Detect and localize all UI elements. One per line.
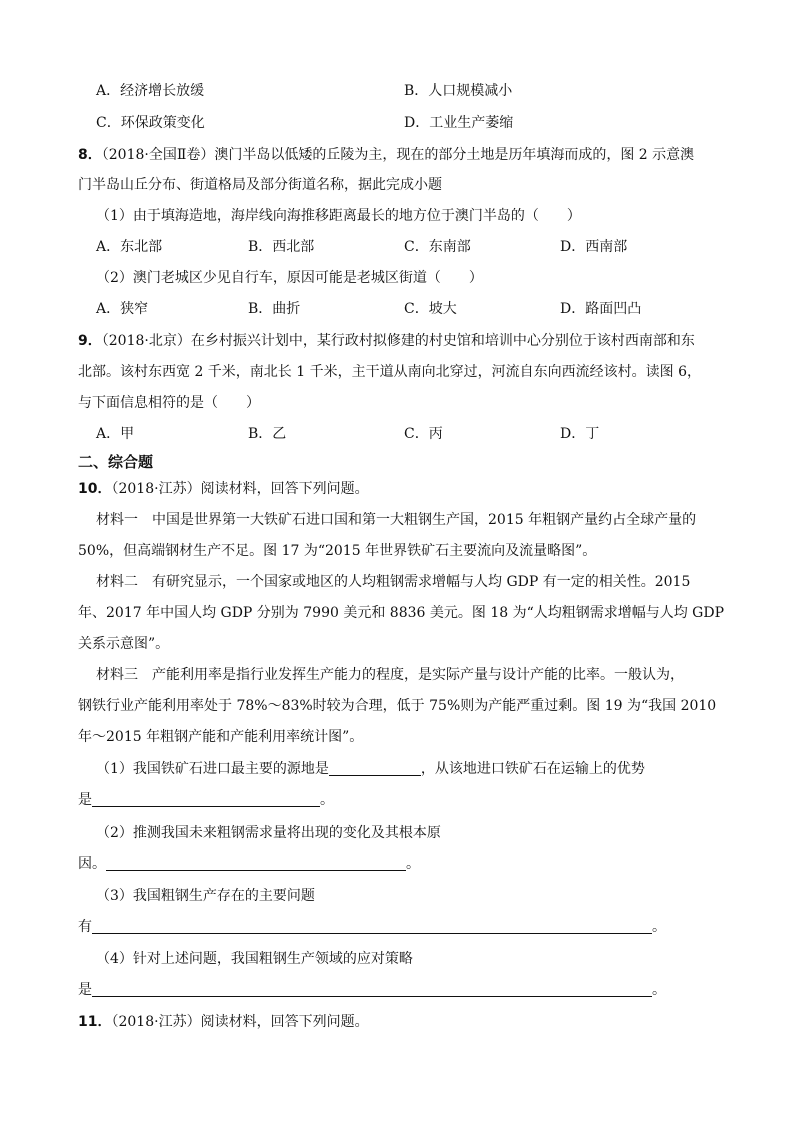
q8-sub1-option-a: A．东北部 [96, 239, 163, 255]
q10-sub1-line1: （1）我国铁矿石进口最主要的源地是 ，从该地进口铁矿石在运输上的优势 [96, 761, 645, 777]
q9-option-b: B．乙 [248, 426, 287, 442]
q8-sub2-option-b: B．曲折 [248, 301, 301, 317]
q8-number: 8． [78, 147, 102, 163]
q10-sub2-line2: 因。 。 [78, 856, 420, 872]
q10-material2-line3: 关系示意图”。 [78, 636, 170, 652]
q10-sub4-line2: 是 。 [78, 982, 666, 998]
q9-option-d: D．丁 [560, 426, 600, 442]
q9-option-a: A．甲 [96, 426, 135, 442]
q8-stem-line2: 门半岛山丘分布、街道格局及部分街道名称，据此完成小题 [78, 177, 442, 193]
q9-option-c: C．丙 [404, 426, 443, 442]
q8-sub1-option-c: C．东南部 [404, 239, 471, 255]
q10-sub3-line2: 有 。 [78, 919, 666, 935]
q11-number: 11． [78, 1014, 112, 1030]
q10-material2-line1: 材料二 有研究显示，一个国家或地区的人均粗钢需求增幅与人均 GDP 有一定的相关性。2015 [96, 574, 691, 590]
prev-option-a: A．经济增长放缓 [96, 83, 205, 99]
q10-stem: 10．（2018·江苏）阅读材料，回答下列问题。 [78, 481, 369, 497]
q10-material3-line3: 年～2015 年粗钢产能和产能利用率统计图”。 [78, 729, 364, 745]
answer-blank-1[interactable] [329, 761, 421, 776]
q10-sub1-line2: 是 。 [78, 792, 334, 808]
prev-option-b: B．人口规模减小 [404, 83, 513, 99]
q10-sub3-line1: （3）我国粗钢生产存在的主要问题 [96, 888, 315, 904]
q10-material3-line2: 钢铁行业产能利用率处于 78%～83%时较为合理，低于 75%则为产能严重过剩。图 19 为“我国 2010 [78, 698, 717, 714]
q8-sub2-option-c: C．坡大 [404, 301, 457, 317]
answer-blank-4[interactable] [92, 919, 652, 934]
prev-option-c: C．环保政策变化 [96, 115, 205, 131]
q10-material1-line2: 50%，但高端钢材生产不足。图 17 为“2015 年世界铁矿石主要流向及流量略图”。 [78, 543, 597, 559]
q8-sub1-option-b: B．西北部 [248, 239, 315, 255]
q8-sub2-option-a: A．狭窄 [96, 301, 149, 317]
q11-source: （2018·江苏） [111, 1014, 201, 1030]
answer-blank-5[interactable] [92, 982, 652, 997]
answer-blank-3[interactable] [106, 856, 406, 871]
q8-sub2: （2）澳门老城区少见自行车，原因可能是老城区街道（ ） [96, 270, 483, 286]
q10-sub2-line1: （2）推测我国未来粗钢需求量将出现的变化及其根本原 [96, 825, 441, 841]
q9-stem-line3: 与下面信息相符的是（ ） [78, 395, 260, 411]
q10-material1-line1: 材料一 中国是世界第一大铁矿石进口国和第一大粗钢生产国，2015 年粗钢产量约占全球产量的 [96, 512, 697, 528]
q10-material2-line2: 年、2017 年中国人均 GDP 分别为 7990 美元和 8836 美元。图 18 为“人均粗钢需求增幅与人均 GDP [78, 605, 725, 621]
q10-number: 10． [78, 481, 112, 497]
q9-source: （2018·北京） [101, 333, 191, 349]
q9-number: 9． [78, 333, 102, 349]
q10-source: （2018·江苏） [111, 481, 201, 497]
q9-stem-line2: 北部。该村东西宽 2 千米，南北长 1 千米，主干道从南向北穿过，河流自东向西流经该村。读图 6， [78, 364, 701, 380]
q8-sub2-option-d: D．路面凹凸 [560, 301, 642, 317]
q8-source: （2018·全国Ⅱ卷） [101, 147, 215, 163]
section-heading: 二、综合题 [78, 453, 154, 471]
q8-stem-line1: 8．（2018·全国Ⅱ卷）澳门半岛以低矮的丘陵为主，现在的部分土地是历年填海而成的，图 2 示意澳 [78, 147, 695, 163]
prev-option-d: D．工业生产萎缩 [404, 115, 514, 131]
q10-material3-line1: 材料三 产能利用率是指行业发挥生产能力的程度，是实际产量与设计产能的比率。一般认为， [96, 667, 684, 683]
q10-sub4-line1: （4）针对上述问题，我国粗钢生产领域的应对策略 [96, 951, 413, 967]
q9-stem-line1: 9．（2018·北京）在乡村振兴计划中，某行政村拟修建的村史馆和培训中心分别位于该村西南部和东 [78, 333, 695, 349]
q8-sub1-option-d: D．西南部 [560, 239, 628, 255]
q11-stem: 11．（2018·江苏）阅读材料，回答下列问题。 [78, 1014, 369, 1030]
answer-blank-2[interactable] [92, 792, 320, 807]
q8-sub1: （1）由于填海造地，海岸线向海推移距离最长的地方位于澳门半岛的（ ） [96, 208, 581, 224]
